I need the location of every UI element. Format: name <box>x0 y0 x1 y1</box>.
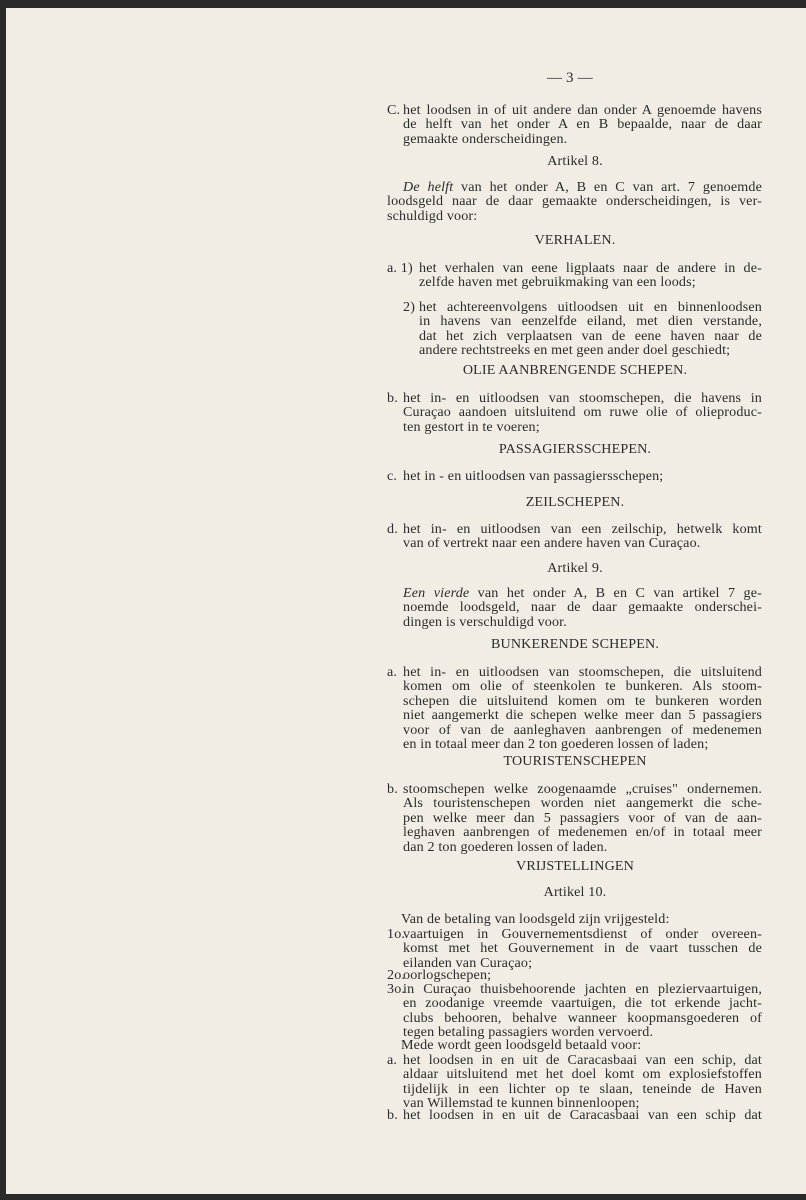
heading-passagiersschepen: PASSAGIERSSCHEPEN. <box>498 441 652 457</box>
text-line: komst met het Gouvernement in de vaart tusschen de <box>403 940 762 957</box>
text-line: het verhalen van eene ligplaats naar de andere in de- <box>419 260 762 276</box>
heading-verhalen: VERHALEN. <box>534 232 616 248</box>
intro-vrijgesteld: Van de betaling van loodsgeld zijn vrijgesteld: <box>401 911 670 927</box>
text-column <box>6 8 806 1194</box>
item-label: a. <box>387 1052 398 1068</box>
text-line: komen om olie of steenkolen te bunkeren. Als stoom- <box>403 678 762 695</box>
text-line: noemde loodsgeld, naar de daar gemaakte onderschei- <box>403 599 762 616</box>
text-line: Een vierde van het onder A, B en C van artikel 7 ge- <box>403 585 762 601</box>
paragraph-artikel-8 <box>387 180 762 223</box>
text-line: ten gestort in te voeren; <box>403 418 540 435</box>
text-line: stoomschepen welke zoogenaamde „cruises" ondernemen. <box>403 781 762 797</box>
text-line: voor of van de aanleghaven aanbrengen of medenemen <box>403 721 762 738</box>
text-line: van Willemstad te kunnen binnenloopen; <box>403 1095 640 1112</box>
paragraph-a1 <box>419 261 762 290</box>
emphasis-text: Een vierde <box>403 585 470 601</box>
item-label: a. 1) <box>387 260 413 276</box>
item-label: b. <box>387 1107 398 1123</box>
paragraph-c-passagiers <box>403 469 762 483</box>
emphasis-text: De helft <box>403 179 454 195</box>
text-line: dingen is verschuldigd voor. <box>403 613 567 630</box>
text-line: niet aangemerkt die schepen welke meer dan 5 passagiers <box>403 707 762 724</box>
text-line: schepen die uitsluitend komen om te bunkeren worden <box>403 692 762 709</box>
document-page <box>6 8 806 1194</box>
paragraph-a-caracasbaai <box>403 1053 762 1111</box>
paragraph-d-zeilschip <box>403 522 762 551</box>
text-line: zelfde haven met gebruikmaking van een loods; <box>419 274 696 291</box>
text-line: De helft van het onder A, B en C van art. 7 genoemde <box>403 179 762 195</box>
text-line: het in- en uitloodsen van stoomschepen, die uitsluitend <box>403 664 762 680</box>
paragraph-3o <box>403 982 762 1040</box>
intro-mede: Mede wordt geen loodsgeld betaald voor: <box>401 1037 642 1053</box>
text-line: het achtereenvolgens uitloodsen uit en binnenloodsen <box>419 299 762 315</box>
item-label: b. <box>387 781 398 797</box>
text-line: eilanden van Curaçao; <box>403 954 533 971</box>
paragraph-b-caracasbaai <box>403 1108 762 1122</box>
text-line: leghaven aanbrengen of medenemen en/of in totaal meer <box>403 824 762 841</box>
text-line: het in- en uitloodsen van stoomschepen, die havens in <box>403 390 762 406</box>
text-line: en zoodanige vreemde vaartuigen, die tot erkende jacht- <box>403 995 762 1012</box>
paragraph-artikel-9 <box>403 586 762 629</box>
text-line: loodsgeld naar de daar gemaakte onderscheidingen, is ver- <box>387 193 762 210</box>
item-label: C. <box>387 102 401 118</box>
text-line: de helft van het onder A en B bepaalde, naar de daar <box>403 116 762 133</box>
text-line: in havens van eenzelfde eiland, met dien verstande, <box>419 313 762 330</box>
item-label: b. <box>387 390 398 406</box>
text-line: Curaçao aandoen uitsluitend om ruwe olie of olieproduc- <box>403 404 762 421</box>
paragraph-a2 <box>419 300 762 358</box>
heading-zeilschepen: ZEILSCHEPEN. <box>525 494 625 510</box>
text-line: het in- en uitloodsen van een zeilschip, hetwelk komt <box>403 521 762 537</box>
text-line: vaartuigen in Gouvernementsdienst of onder overeen- <box>403 926 762 942</box>
heading-artikel-10: Artikel 10. <box>543 884 607 900</box>
heading-artikel-9: Artikel 9. <box>547 560 603 576</box>
item-label: 2) <box>403 299 416 315</box>
item-label: a. <box>387 664 398 680</box>
item-label: 1o. <box>387 926 406 942</box>
text-line: in Curaçao thuisbehoorende jachten en pleziervaartuigen, <box>403 981 762 997</box>
paragraph-b-touristen <box>403 782 762 854</box>
heading-bunkerende-schepen: BUNKERENDE SCHEPEN. <box>490 636 660 652</box>
text-line: Als touristenschepen worden niet aangemerkt die sche- <box>403 795 762 812</box>
text-line: en in totaal meer dan 2 ton goederen lossen of laden; <box>403 736 709 753</box>
text-line: het loodsen in of uit andere dan onder A genoemde havens <box>403 102 762 118</box>
text-line: tegen betaling passagiers worden vervoerd. <box>403 1024 654 1041</box>
text-line: oorlogschepen; <box>403 967 492 983</box>
text-line: dat het zich verplaatsen van de eene haven naar de <box>419 327 762 344</box>
text-line: clubs behooren, behalve wanneer koopmansgoederen of <box>403 1009 762 1026</box>
item-label: 2o. <box>387 967 406 983</box>
text-line: schuldigd voor: <box>387 207 478 224</box>
item-label: c. <box>387 468 398 484</box>
paragraph-c-havens <box>403 103 762 146</box>
item-label: d. <box>387 521 398 537</box>
item-label: 3o. <box>387 981 406 997</box>
text-line: tijdelijk in een lichter op te slaan, teneinde de Haven <box>403 1080 762 1097</box>
text-line: andere rechtstreeks en met geen ander doel geschiedt; <box>419 342 731 359</box>
heading-olie-aanbrengende-schepen: OLIE AANBRENGENDE SCHEPEN. <box>462 362 688 378</box>
text-line: het loodsen in en uit de Caracasbaai van een schip dat <box>403 1107 762 1123</box>
heading-artikel-8: Artikel 8. <box>547 153 603 169</box>
paragraph-1o <box>403 927 762 970</box>
text-line: dan 2 ton goederen lossen of laden. <box>403 838 608 855</box>
paragraph-b-olie <box>403 391 762 434</box>
text-line: pen welke meer dan 5 passagiers voor of van de aan- <box>403 809 762 826</box>
heading-vrijstellingen: VRIJSTELLINGEN <box>516 858 634 874</box>
text-line: het loodsen in en uit de Caracasbaai van een schip, dat <box>403 1052 762 1068</box>
paragraph-a-bunkeren <box>403 665 762 751</box>
text-line: van of vertrekt naar een andere haven van Curaçao. <box>403 535 701 552</box>
text-line: aldaar uitsluitend met het doel komt om explosiefstoffen <box>403 1066 762 1083</box>
page-number: — 3 — <box>547 70 593 86</box>
text-line: gemaakte onderscheidingen. <box>403 130 568 147</box>
heading-touristenschepen: TOURISTENSCHEPEN <box>503 753 647 769</box>
text-line: het in - en uitloodsen van passagiersschepen; <box>403 468 664 484</box>
